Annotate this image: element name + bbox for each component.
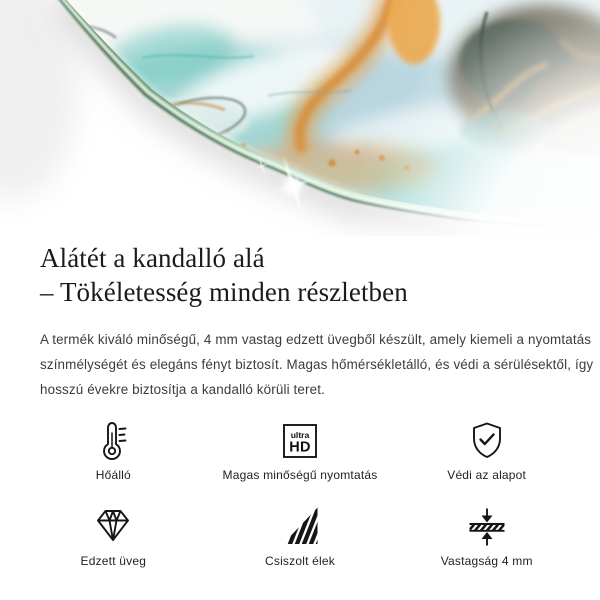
feature-label: Védi az alapot — [447, 468, 527, 483]
feature-polished-edges — [207, 505, 394, 568]
feature-ultra-hd-print — [207, 419, 394, 482]
feature-label: Hőálló — [95, 468, 131, 483]
feature-label: Magas minőségű nyomtatás — [222, 468, 378, 483]
ultra-hd-icon — [278, 419, 322, 463]
thermometer-icon — [91, 419, 135, 463]
feature-protects-floor — [393, 419, 580, 482]
ultra-hd-icon-text-small: ultra — [290, 430, 310, 441]
glass-pad-illustration — [0, 0, 600, 236]
page-title — [40, 241, 556, 309]
ultra-hd-icon-text-big: HD — [289, 439, 311, 456]
product-image — [0, 0, 600, 236]
feature-label: Edzett üveg — [80, 554, 147, 569]
title-line-1: Alátét a kandalló alá — [40, 243, 265, 273]
polished-edges-icon — [278, 505, 322, 549]
feature-heat-resistant — [20, 419, 207, 482]
feature-tempered-glass — [20, 505, 207, 568]
feature-thickness — [393, 505, 580, 568]
feature-label: Csiszolt élek — [265, 554, 335, 569]
diamond-icon — [91, 505, 135, 549]
feature-grid — [0, 419, 600, 568]
product-description-section — [0, 241, 600, 402]
image-fade — [0, 0, 600, 236]
description-line: A termék kiváló minőségű, 4 mm vastag edzett üvegből készült, amely kiemeli a nyomtatás — [40, 332, 592, 348]
title-line-2: – Tökéletesség minden részletben — [40, 277, 408, 307]
shield-check-icon — [465, 419, 509, 463]
thickness-icon — [465, 505, 509, 549]
feature-label: Vastagság 4 mm — [440, 554, 533, 569]
description-line: színmélységét és elegáns fényt biztosít. Magas hőmérsékletálló, és védi a sérülésektől, így — [40, 357, 594, 373]
description-line: hosszú évekre biztosítja a kandalló körüli teret. — [40, 382, 325, 398]
product-description-text — [40, 327, 594, 402]
